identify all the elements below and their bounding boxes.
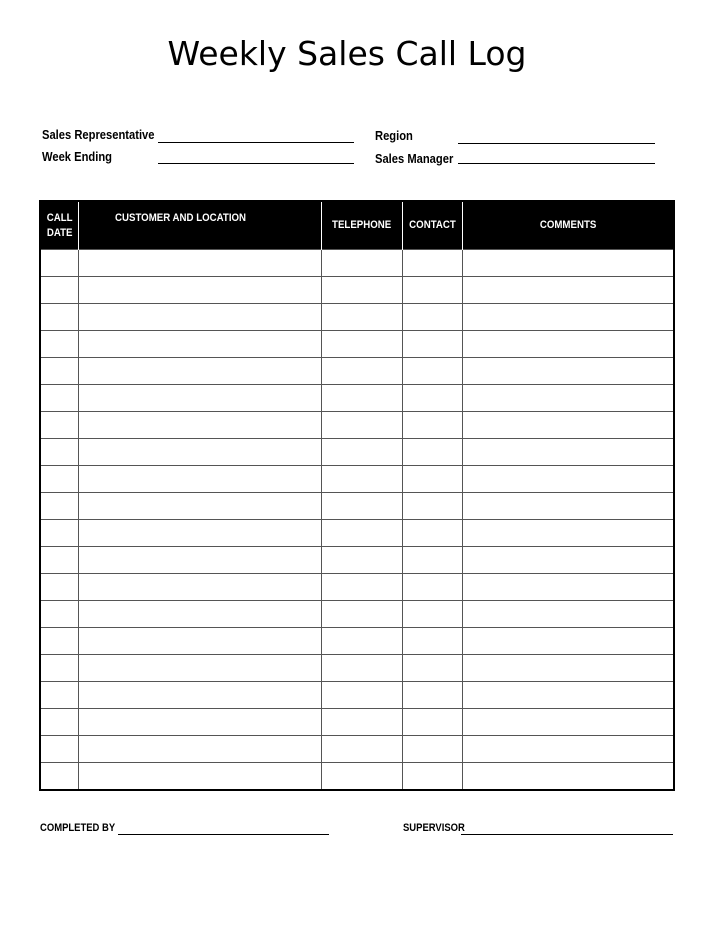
customer-location-cell[interactable] <box>78 277 321 304</box>
contact-header: CONTACT <box>402 201 462 250</box>
customer-location-cell[interactable] <box>78 493 321 520</box>
telephone-cell[interactable] <box>321 412 402 439</box>
call-date-cell[interactable] <box>40 763 78 791</box>
region-line[interactable] <box>458 143 655 144</box>
customer-location-cell[interactable] <box>78 736 321 763</box>
customer-location-cell[interactable] <box>78 466 321 493</box>
table-row <box>40 628 674 655</box>
telephone-cell[interactable] <box>321 655 402 682</box>
telephone-cell[interactable] <box>321 763 402 791</box>
telephone-cell[interactable] <box>321 304 402 331</box>
table-body <box>40 250 674 791</box>
telephone-cell[interactable] <box>321 736 402 763</box>
region-label: Region <box>375 128 413 143</box>
telephone-cell[interactable] <box>321 601 402 628</box>
supervisor-line[interactable] <box>461 834 673 835</box>
telephone-cell[interactable] <box>321 331 402 358</box>
sales-manager-label: Sales Manager <box>375 151 454 166</box>
table-row <box>40 520 674 547</box>
contact-cell[interactable] <box>402 358 462 385</box>
customer-location-cell[interactable] <box>78 655 321 682</box>
customer-location-cell[interactable] <box>78 547 321 574</box>
comments-cell[interactable] <box>462 466 674 493</box>
call-date-cell[interactable] <box>40 304 78 331</box>
contact-cell[interactable] <box>402 736 462 763</box>
customer-location-cell[interactable] <box>78 250 321 277</box>
table-row <box>40 709 674 736</box>
table-row <box>40 574 674 601</box>
table-row <box>40 736 674 763</box>
comments-cell[interactable] <box>462 682 674 709</box>
contact-cell[interactable] <box>402 628 462 655</box>
call-date-cell[interactable] <box>40 385 78 412</box>
table-row <box>40 466 674 493</box>
sales-manager-line[interactable] <box>458 163 655 164</box>
call-date-cell[interactable] <box>40 547 78 574</box>
contact-cell[interactable] <box>402 547 462 574</box>
comments-cell[interactable] <box>462 250 674 277</box>
sales-representative-line[interactable] <box>158 142 354 143</box>
comments-cell[interactable] <box>462 358 674 385</box>
customer-location-cell[interactable] <box>78 763 321 791</box>
comments-cell[interactable] <box>462 304 674 331</box>
comments-cell[interactable] <box>462 277 674 304</box>
call-date-cell[interactable] <box>40 682 78 709</box>
comments-header: COMMENTS <box>462 201 674 250</box>
customer-location-cell[interactable] <box>78 574 321 601</box>
call-log-table <box>39 200 675 791</box>
customer-location-cell[interactable] <box>78 709 321 736</box>
table-row <box>40 547 674 574</box>
contact-cell[interactable] <box>402 493 462 520</box>
comments-cell[interactable] <box>462 439 674 466</box>
call-date-cell[interactable] <box>40 331 78 358</box>
telephone-cell[interactable] <box>321 574 402 601</box>
supervisor-label: SUPERVISOR <box>403 822 465 834</box>
telephone-cell[interactable] <box>321 682 402 709</box>
call-date-cell[interactable] <box>40 277 78 304</box>
telephone-cell[interactable] <box>321 547 402 574</box>
call-date-cell[interactable] <box>40 520 78 547</box>
telephone-cell[interactable] <box>321 709 402 736</box>
comments-cell[interactable] <box>462 628 674 655</box>
table-row <box>40 250 674 277</box>
comments-cell[interactable] <box>462 736 674 763</box>
completed-by-label: COMPLETED BY <box>40 822 116 834</box>
sales-representative-label: Sales Representative <box>42 127 155 142</box>
comments-cell[interactable] <box>462 385 674 412</box>
table-row <box>40 493 674 520</box>
customer-location-cell[interactable] <box>78 628 321 655</box>
telephone-cell[interactable] <box>321 493 402 520</box>
comments-cell[interactable] <box>462 493 674 520</box>
call-date-cell[interactable] <box>40 358 78 385</box>
customer-location-cell[interactable] <box>78 439 321 466</box>
customer-location-cell[interactable] <box>78 358 321 385</box>
table-row <box>40 277 674 304</box>
contact-cell[interactable] <box>402 574 462 601</box>
contact-cell[interactable] <box>402 466 462 493</box>
contact-cell[interactable] <box>402 763 462 791</box>
table-row <box>40 655 674 682</box>
comments-cell[interactable] <box>462 547 674 574</box>
contact-cell[interactable] <box>402 331 462 358</box>
comments-cell[interactable] <box>462 601 674 628</box>
call-date-cell[interactable] <box>40 709 78 736</box>
telephone-cell[interactable] <box>321 439 402 466</box>
contact-cell[interactable] <box>402 655 462 682</box>
table-row <box>40 763 674 791</box>
table-row <box>40 385 674 412</box>
call-date-cell[interactable] <box>40 736 78 763</box>
contact-cell[interactable] <box>402 385 462 412</box>
customer-location-cell[interactable] <box>78 520 321 547</box>
customer-location-cell[interactable] <box>78 682 321 709</box>
contact-cell[interactable] <box>402 250 462 277</box>
comments-cell[interactable] <box>462 763 674 791</box>
table-header-row <box>40 201 674 250</box>
call-date-cell[interactable] <box>40 574 78 601</box>
telephone-cell[interactable] <box>321 250 402 277</box>
table-row <box>40 682 674 709</box>
call-date-cell[interactable] <box>40 250 78 277</box>
call-date-cell[interactable] <box>40 412 78 439</box>
comments-cell[interactable] <box>462 520 674 547</box>
call-date-cell[interactable] <box>40 439 78 466</box>
call-date-cell[interactable] <box>40 628 78 655</box>
telephone-cell[interactable] <box>321 385 402 412</box>
comments-cell[interactable] <box>462 709 674 736</box>
call-date-cell[interactable] <box>40 601 78 628</box>
call-date-header: CALL DATE <box>40 201 78 250</box>
call-date-cell[interactable] <box>40 655 78 682</box>
telephone-cell[interactable] <box>321 628 402 655</box>
call-date-cell[interactable] <box>40 493 78 520</box>
comments-cell[interactable] <box>462 331 674 358</box>
contact-cell[interactable] <box>402 277 462 304</box>
customer-location-cell[interactable] <box>78 304 321 331</box>
table-row <box>40 304 674 331</box>
week-ending-label: Week Ending <box>42 149 112 164</box>
contact-cell[interactable] <box>402 682 462 709</box>
customer-location-header: CUSTOMER AND LOCATION <box>78 201 321 250</box>
telephone-header: TELEPHONE <box>321 201 402 250</box>
telephone-cell[interactable] <box>321 520 402 547</box>
table-row <box>40 412 674 439</box>
customer-location-cell[interactable] <box>78 331 321 358</box>
call-date-cell[interactable] <box>40 466 78 493</box>
customer-location-cell[interactable] <box>78 412 321 439</box>
contact-cell[interactable] <box>402 601 462 628</box>
customer-location-cell[interactable] <box>78 601 321 628</box>
customer-location-cell[interactable] <box>78 385 321 412</box>
comments-cell[interactable] <box>462 655 674 682</box>
telephone-cell[interactable] <box>321 277 402 304</box>
page-title: Weekly Sales Call Log <box>167 34 527 73</box>
week-ending-line[interactable] <box>158 163 354 164</box>
contact-cell[interactable] <box>402 439 462 466</box>
completed-by-line[interactable] <box>118 834 329 835</box>
contact-cell[interactable] <box>402 520 462 547</box>
telephone-cell[interactable] <box>321 466 402 493</box>
contact-cell[interactable] <box>402 412 462 439</box>
contact-cell[interactable] <box>402 304 462 331</box>
comments-cell[interactable] <box>462 574 674 601</box>
telephone-cell[interactable] <box>321 358 402 385</box>
table-row <box>40 601 674 628</box>
table-row <box>40 358 674 385</box>
contact-cell[interactable] <box>402 709 462 736</box>
table-row <box>40 331 674 358</box>
comments-cell[interactable] <box>462 412 674 439</box>
table-row <box>40 439 674 466</box>
